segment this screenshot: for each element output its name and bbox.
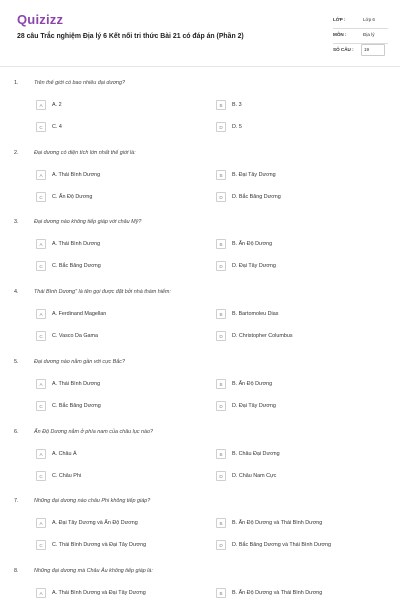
document-header: [0, 0, 400, 66]
option-text: D. Bắc Băng Dương: [232, 193, 281, 200]
option-text: A. Thái Bình Dương: [52, 380, 101, 387]
question-text: Đại dương nào nằm gần với cực Bắc?: [34, 358, 125, 365]
answer-option-b[interactable]: [216, 518, 386, 528]
option-text: D. 5: [232, 124, 242, 130]
question-number: 2.: [14, 149, 19, 156]
option-letter-badge: B: [216, 449, 226, 459]
answer-option-d[interactable]: [216, 471, 386, 481]
option-text: B. Đại Tây Dương: [232, 171, 276, 178]
answer-option-d[interactable]: [216, 540, 386, 550]
answer-option-c[interactable]: [36, 471, 206, 481]
meta-value: 19: [364, 47, 370, 52]
option-text: D. Châu Nam Cực: [232, 472, 277, 479]
option-letter-badge: A: [36, 239, 46, 249]
option-letter-badge: A: [36, 449, 46, 459]
question-number: 5.: [14, 358, 19, 365]
question-item: [0, 359, 400, 429]
question-number: 3.: [14, 219, 19, 226]
answer-option-b[interactable]: [216, 309, 386, 319]
option-text: A. Ferdinand Magellan: [52, 311, 107, 318]
option-letter-badge: A: [36, 170, 46, 180]
answer-option-b[interactable]: [216, 170, 386, 180]
option-text: D. Đại Tây Dương: [232, 263, 276, 270]
option-text: C. Bắc Băng Dương: [52, 402, 101, 409]
option-letter-badge: A: [36, 588, 46, 598]
option-text: C. Vasco Da Gama: [52, 333, 99, 340]
question-number: 4.: [14, 289, 19, 296]
answer-option-d[interactable]: [216, 261, 386, 271]
option-text: A. Thái Bình Dương: [52, 171, 101, 178]
question-number: 1.: [14, 80, 19, 86]
answer-option-c[interactable]: [36, 331, 206, 341]
answer-option-d[interactable]: [216, 331, 386, 341]
option-letter-badge: D: [216, 331, 226, 341]
answer-option-a[interactable]: [36, 100, 206, 110]
option-letter-badge: C: [36, 192, 46, 202]
option-letter-badge: C: [36, 261, 46, 271]
page-title: 28 câu Trắc nghiệm Địa lý 6 Kết nối tri thức Bài 21 có đáp án (Phần 2): [17, 33, 244, 40]
question-number: 7.: [14, 498, 19, 505]
question-number: 8.: [14, 567, 19, 574]
answer-option-c[interactable]: [36, 540, 206, 550]
meta-label: SỐ CÂU :: [333, 47, 354, 52]
question-item: [0, 498, 400, 568]
option-text: C. Châu Phi: [52, 472, 82, 479]
meta-row-subject: [333, 29, 388, 44]
meta-value: Địa lý: [363, 32, 375, 37]
question-text: Những đại dương mà Châu Âu không tiếp giáp là:: [34, 567, 153, 574]
option-text: B. Bartomoleu Dias: [232, 311, 279, 318]
option-text: B. Châu Đại Dương: [232, 450, 280, 457]
answer-option-b[interactable]: [216, 588, 386, 598]
question-item: [0, 429, 400, 499]
question-text: Ấn Độ Dương nằm ở phía nam của châu lục nào?: [34, 428, 154, 435]
option-letter-badge: D: [216, 401, 226, 411]
answer-option-a[interactable]: [36, 239, 206, 249]
answer-option-b[interactable]: [216, 449, 386, 459]
option-letter-badge: B: [216, 309, 226, 319]
question-item: [0, 80, 400, 150]
option-letter-badge: C: [36, 331, 46, 341]
option-text: C. 4: [52, 124, 62, 130]
question-text: Thái Bình Dương" là tên gọi được đặt bởi nhà thám hiểm:: [34, 289, 171, 296]
question-item: [0, 568, 400, 600]
option-letter-badge: D: [216, 471, 226, 481]
answer-option-c[interactable]: [36, 122, 206, 132]
option-letter-badge: D: [216, 261, 226, 271]
answer-option-d[interactable]: [216, 192, 386, 202]
meta-label: MÔN :: [333, 32, 347, 37]
question-text: Trên thế giới có bao nhiêu đại dương?: [34, 80, 126, 86]
option-letter-badge: C: [36, 401, 46, 411]
option-letter-badge: B: [216, 518, 226, 528]
question-item: [0, 219, 400, 289]
option-text: B. Ấn Độ Dương: [232, 241, 273, 248]
answer-option-b[interactable]: [216, 379, 386, 389]
question-item: [0, 150, 400, 220]
answer-option-c[interactable]: [36, 401, 206, 411]
option-letter-badge: C: [36, 540, 46, 550]
quizizz-logo: Quizizz: [17, 12, 64, 27]
meta-row-grade: [333, 14, 388, 29]
option-text: A. 2: [52, 102, 62, 108]
meta-label: LỚP :: [333, 17, 346, 22]
question-number: 6.: [14, 428, 19, 435]
option-text: C. Thái Bình Dương và Đại Tây Dương: [52, 542, 147, 549]
option-text: B. 3: [232, 102, 242, 108]
option-text: D. Bắc Băng Dương và Thái Bình Dương: [232, 542, 331, 549]
option-text: B. Ấn Độ Dương và Thái Bình Dương: [232, 589, 323, 596]
option-text: D. Christopher Columbus: [232, 333, 293, 340]
option-letter-badge: D: [216, 540, 226, 550]
option-letter-badge: D: [216, 192, 226, 202]
meta-value: Lớp 6: [363, 17, 375, 22]
answer-option-a[interactable]: [36, 449, 206, 459]
answer-option-a[interactable]: [36, 588, 206, 598]
answer-option-b[interactable]: [216, 100, 386, 110]
option-letter-badge: C: [36, 471, 46, 481]
option-text: D. Đại Tây Dương: [232, 402, 276, 409]
meta-row-count: [333, 44, 388, 59]
question-item: [0, 289, 400, 359]
option-text: C. Bắc Băng Dương: [52, 263, 101, 270]
option-text: C. Ấn Độ Dương: [52, 193, 93, 200]
option-letter-badge: D: [216, 122, 226, 132]
option-letter-badge: B: [216, 100, 226, 110]
question-text: Đại dương nào không tiếp giáp với châu Mỹ?: [34, 219, 142, 226]
question-text: Những đại dương nào châu Phi không tiếp giáp?: [34, 498, 151, 505]
option-text: B. Ấn Độ Dương: [232, 380, 273, 387]
option-letter-badge: B: [216, 239, 226, 249]
answer-option-a[interactable]: [36, 309, 206, 319]
option-text: B. Ấn Độ Dương và Thái Bình Dương: [232, 520, 323, 527]
option-letter-badge: C: [36, 122, 46, 132]
option-letter-badge: A: [36, 518, 46, 528]
header-divider: [0, 66, 400, 67]
option-letter-badge: A: [36, 309, 46, 319]
option-text: A. Thái Bình Dương và Đại Tây Dương: [52, 589, 146, 596]
question-text: Đại dương có diện tích lớn nhất thế giới là:: [34, 149, 136, 156]
option-letter-badge: B: [216, 170, 226, 180]
answer-option-d[interactable]: [216, 122, 386, 132]
option-text: A. Thái Bình Dương: [52, 241, 101, 248]
option-letter-badge: B: [216, 588, 226, 598]
option-text: A. Đại Tây Dương và Ấn Độ Dương: [52, 520, 138, 527]
answer-option-a[interactable]: [36, 379, 206, 389]
answer-option-a[interactable]: [36, 170, 206, 180]
answer-option-a[interactable]: [36, 518, 206, 528]
answer-option-c[interactable]: [36, 192, 206, 202]
answer-option-b[interactable]: [216, 239, 386, 249]
option-letter-badge: A: [36, 379, 46, 389]
option-letter-badge: A: [36, 100, 46, 110]
answer-option-c[interactable]: [36, 261, 206, 271]
option-text: A. Châu Á: [52, 450, 77, 457]
meta-info: [333, 14, 388, 59]
option-letter-badge: B: [216, 379, 226, 389]
answer-option-d[interactable]: [216, 401, 386, 411]
